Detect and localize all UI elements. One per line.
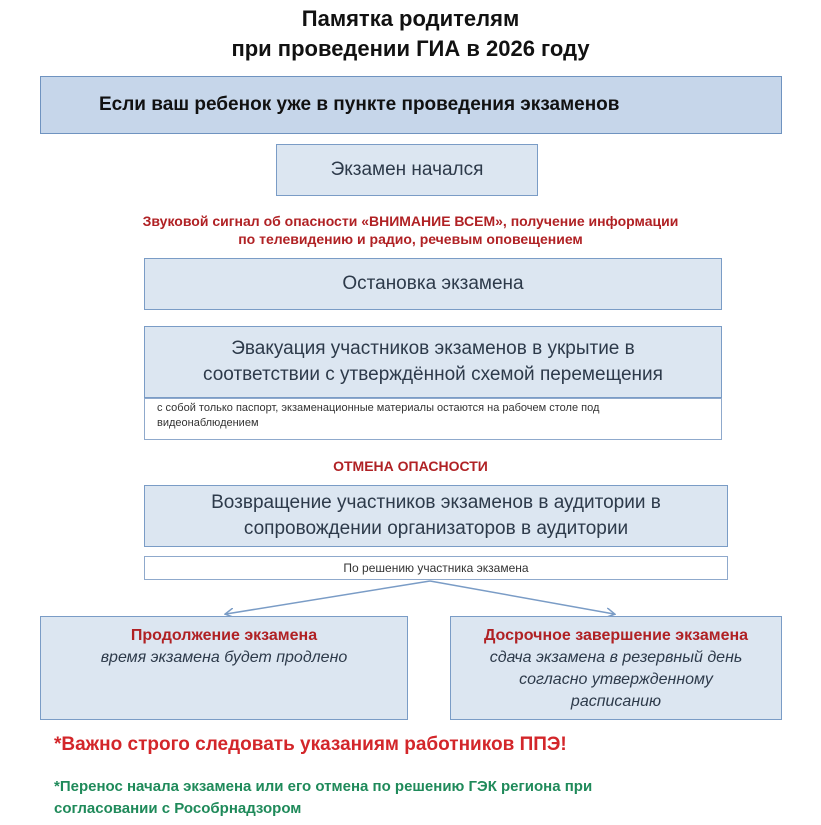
footer-transfer-line-1: *Перенос начала экзамена или его отмена по решению ГЭК региона при: [54, 778, 593, 795]
option-continue: [40, 616, 408, 720]
arrow-right: [430, 581, 614, 614]
evacuation-note-line-2: видеонаблюдением: [157, 417, 259, 429]
footer-transfer-line-2: согласовании с Рособрнадзором: [54, 800, 302, 817]
title-line-1: Памятка родителям: [301, 6, 520, 31]
step-return-line-2: сопровождении организаторов в аудитории: [243, 518, 629, 539]
option-early-finish-line-2: согласно утвержденному: [519, 671, 713, 688]
step-evacuation-line-2: соответствии с утверждённой схемой перемещения: [203, 364, 663, 385]
step-evacuation-line-1: Эвакуация участников экзаменов в укрытие в: [231, 338, 635, 359]
option-early-finish-line-3: расписанию: [570, 693, 662, 710]
arrow-left: [226, 581, 430, 614]
alert-cancel: ОТМЕНА ОПАСНОСТИ: [333, 458, 488, 474]
option-early-finish-title: Досрочное завершение экзамена: [483, 627, 749, 644]
footer-important: *Важно строго следовать указаниям работников ППЭ!: [54, 734, 567, 755]
option-continue-text: время экзамена будет продлено: [100, 649, 348, 666]
evacuation-note-line-1: с собой только паспорт, экзаменационные материалы остаются на рабочем столе под: [157, 402, 600, 414]
title-line-2: при проведении ГИА в 2026 году: [231, 36, 590, 61]
option-early-finish: [450, 616, 782, 720]
option-early-finish-line-1: сдача экзамена в резервный день: [489, 649, 743, 666]
step-exam-started-text: Экзамен начался: [330, 159, 484, 180]
option-continue-title: Продолжение экзамена: [130, 627, 318, 644]
step-exam-stop-text: Остановка экзамена: [342, 273, 524, 294]
alert-signal-line-1: Звуковой сигнал об опасности «ВНИМАНИЕ ВСЕМ», получение информации: [142, 213, 679, 229]
step-return-line-1: Возвращение участников экзаменов в аудитории в: [211, 492, 661, 513]
alert-signal-line-2: по телевидению и радио, речевым оповещением: [238, 231, 583, 247]
header-box-text: Если ваш ребенок уже в пункте проведения экзаменов: [99, 94, 620, 115]
footer-transfer: [54, 776, 774, 820]
decision-label-text: По решению участника экзамена: [343, 561, 529, 575]
